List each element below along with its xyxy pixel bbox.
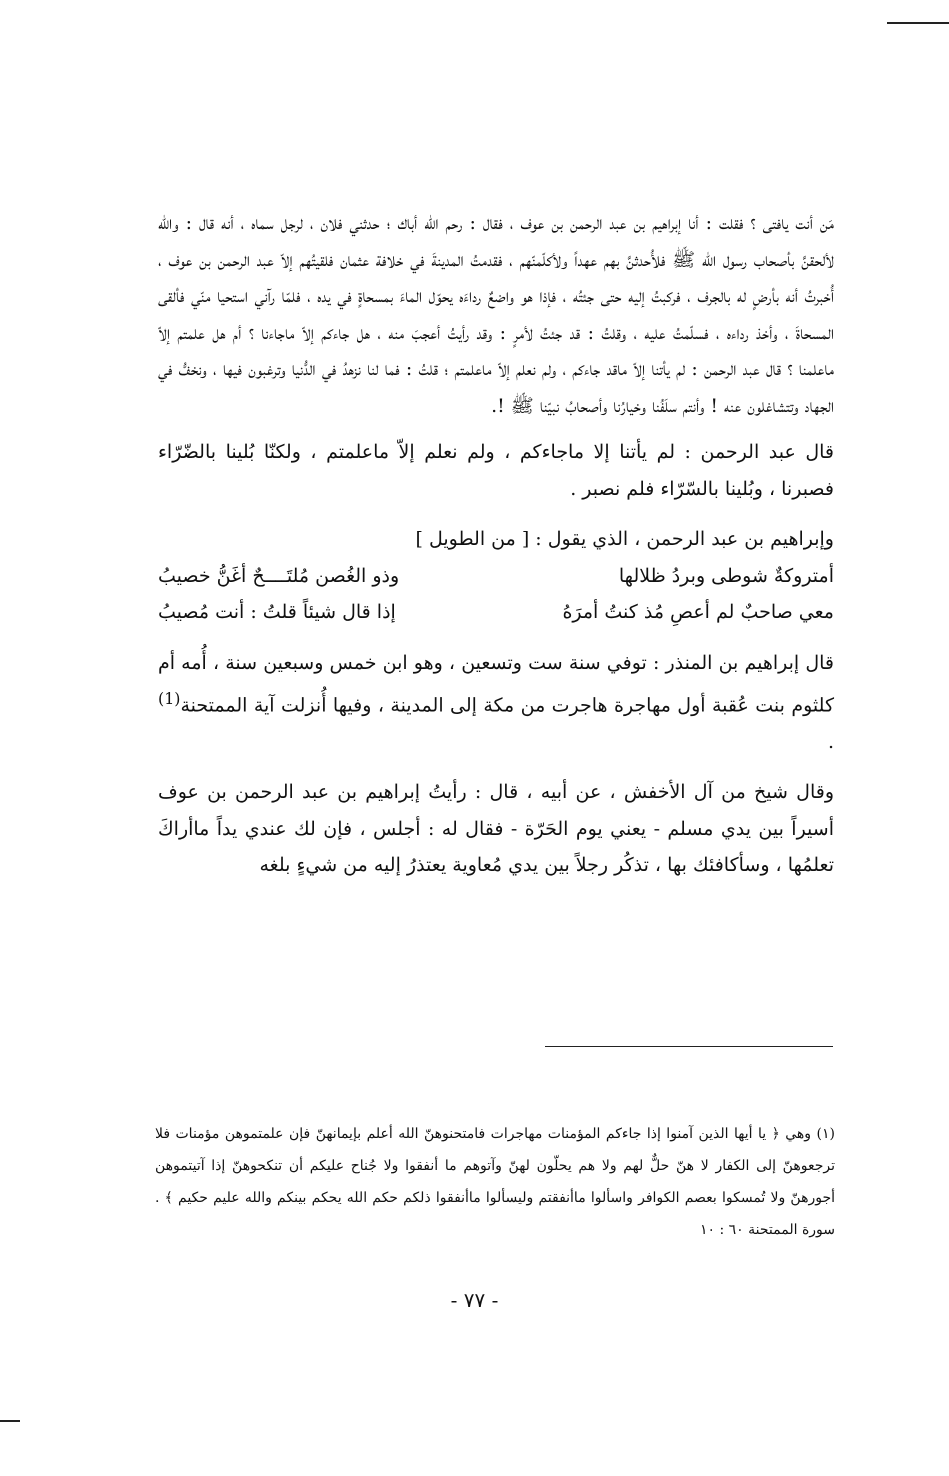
bottom-edge-rule	[0, 1420, 20, 1422]
footnote-separator	[545, 1046, 833, 1047]
paragraph-2: قال عبد الرحمن : لم يأتنا إلا ماجاءكم ، ولم نعلم إلاّ ماعلمتم ، ولكنّا بُلينا بالضّرّاء فصبرنا ، وبُلينا بالسّرّاء فلم نصبر .	[158, 441, 834, 500]
top-edge-rule	[887, 22, 949, 24]
verse-1-second-hemistich: وذو الغُصن مُلتَــــحٌ أغَنُّ خصيبُ	[158, 564, 400, 587]
poem-intro: وإبراهيم بن عبد الرحمن ، الذي يقول : [ من الطويل ]	[415, 528, 834, 550]
paragraph-3	[158, 645, 834, 761]
page-number: - ٧٧ -	[450, 1288, 499, 1312]
paragraph-1: مَن أنت يافتى ؟ فقلت : أنا إبراهيم بن عبد الرحمن بن عوف ، فقال : رحم الله أباك ؛ حدثني فلان ، لرجل سماه ، أنه قال : والله لألحقنَّ بأصحاب رسول الله ﷺ فلأُحدثنَّ بهم عهداً ولأكلّمنّهم ، فقدمتُ المدينةَ في خلافة عثمان فلقيتُهم إلاّ عبد الرحمن بن عوف ، أُخبرتُ أنه بأرضٍ له بالجرف ، فركبتُ إليه حتى جئتُه ، فإذا هو واضعٌ رداءَه يحوّل الماءَ بمسحاةٍ في يده ، فلمّا رآني استحيا منّي فألقى المسحاةَ ، وأخذ رداءه ، فسلّمتُ عليه ، وقلتُ : قد جئتُ لأمرٍ : وقد رأيتُ أعجبَ منه ، هل جاءكم إلاّ ماجاءنا ؟ أم هل علمتم إلاّ ماعلمنا ؟ قال عبد الرحمن : لم يأتنا إلاّ ماقد جاءكم ، ولم نعلم إلاّ ماعلمتم ؛ قلتُ : فما لنا نزهدُ في الدُّنيا وترغبون فيها ، ونخفُّ في الجهاد وتتشاغلون عنه ! وأنتم سلَفُنا وخيارُنا وأصحابُ نبيّنا ﷺ !.	[158, 212, 834, 417]
paragraph-4: وقال شيخ من آل الأخفش ، عن أبيه ، قال : رأيتُ إبراهيم بن عبد الرحمن بن عوف أسيراً بين يدي مسلم - يعني يوم الحَرّة - فقال له : أجلس ، فإن لك عندي يداً ماأراكَ تعلمُها ، وسأكافئك بها ، تذكُر رجلاً بين يدي مُعاوية يعتذرُ إليه من شيءٍ بلغه	[158, 781, 834, 877]
verse-1-first-hemistich: أمتروكةٌ شوطى وبردُ ظلالها	[618, 564, 834, 587]
footnote-reference: (1)	[158, 689, 181, 708]
verse-1	[158, 558, 834, 595]
paragraph-3-end: .	[827, 730, 834, 753]
footnote: (١) وهي ﴿ يا أيها الذين آمنوا إذا جاءكم المؤمنات مهاجرات فامتحنوهنّ الله أعلم بإيمانهنّ فإن علمتموهن مؤمنات فلا ترجعوهنّ إلى الكفار لا هنّ حلٌّ لهم ولا هم يحلّون لهنّ وآتوهم ما أنفقوا ولا جُناح عليكم أن تنكحوهنّ إذا آتيتموهن أجورهنّ ولا تُمسكوا بعصم الكوافر واسألوا ماأنفقتم وليسألوا ماأنفقوا ذلكم حكم الله يحكم بينكم والله عليم حكيم ﴾ . سورة الممتحنة ٦٠ : ١٠	[155, 1126, 835, 1238]
paragraph-3-text: قال إبراهيم بن المنذر : توفي سنة ست وتسعين ، وهو ابن خمس وسبعين سنة ، أُمه أم كلثوم بنت عُقبة أول مهاجرة هاجرت من مكة إلى المدينة ، وفيها أُنزلت آية الممتحنة	[158, 651, 834, 717]
page-body	[158, 205, 834, 884]
verse-2	[158, 594, 834, 631]
verse-2-second-hemistich: إذا قال شيئاً قلتُ : أنت مُصيبُ	[158, 601, 396, 623]
verse-2-first-hemistich: معي صاحبٌ لم أعصِ مُذ كنتُ أمرَهُ	[562, 601, 834, 623]
